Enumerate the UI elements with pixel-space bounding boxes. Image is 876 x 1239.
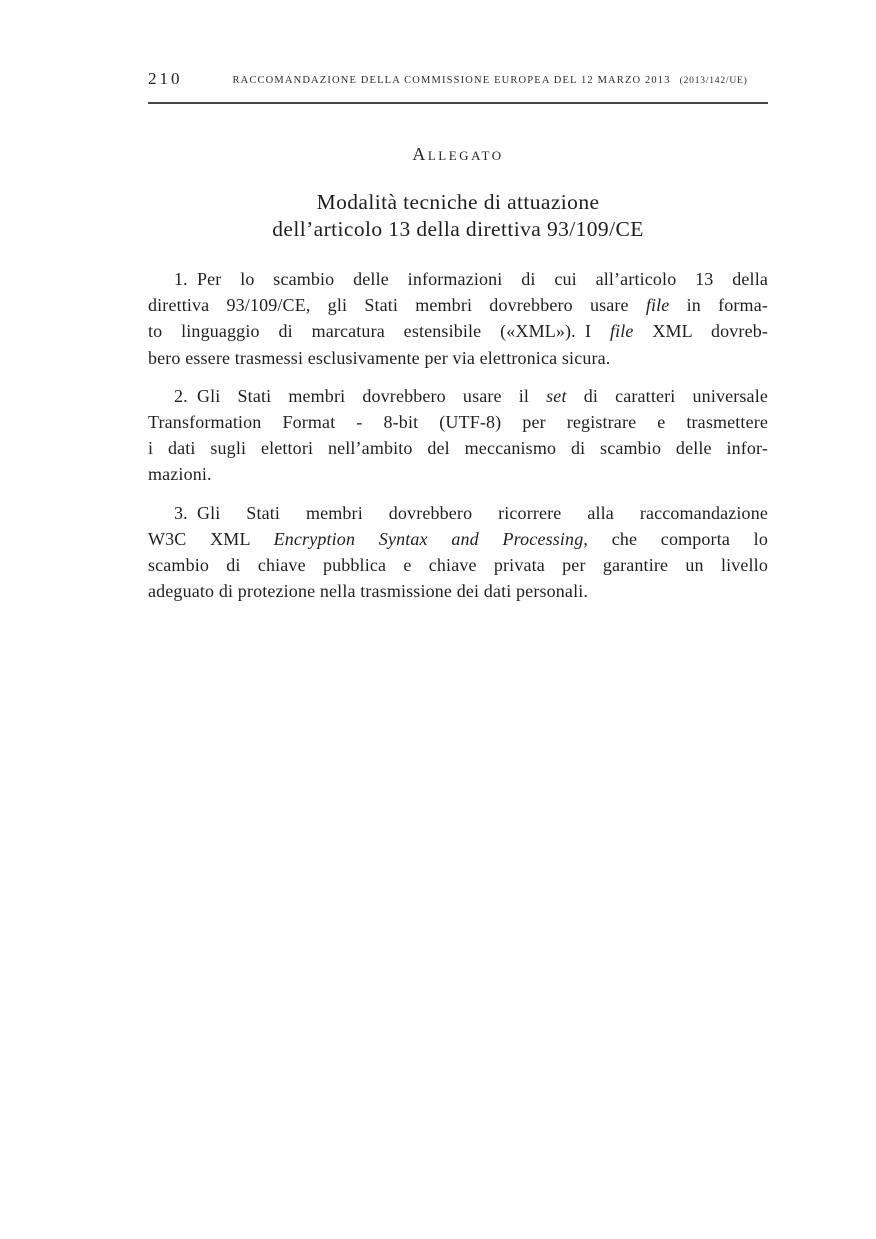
text-segment: 3. Gli Stati membri dovrebbero ricorrere alla raccomandazione — [174, 502, 768, 523]
running-header — [212, 75, 768, 86]
text-segment: mazioni. — [148, 464, 212, 485]
text-line — [148, 266, 768, 292]
text-segment: to linguaggio di marcatura estensibile («XML»). I — [148, 321, 610, 342]
italic-text-segment: file — [609, 321, 634, 342]
italic-text-segment: file — [645, 295, 670, 316]
text-line — [148, 435, 768, 461]
text-line — [148, 345, 768, 371]
paragraph — [148, 383, 768, 488]
annex-label: Allegato — [412, 144, 504, 164]
text-segment: 1. Per lo scambio delle informazioni di cui all’articolo 13 della — [174, 269, 768, 289]
text-segment: scambio di chiave pubblica e chiave privata per garantire un livello — [148, 555, 768, 576]
text-line — [148, 578, 768, 604]
italic-text-segment: set — [546, 385, 567, 406]
running-reference: (2013/142/UE) — [679, 76, 748, 86]
text-segment: Transformation Format - 8-bit (UTF-8) per registrare e trasmettere — [148, 412, 768, 433]
body-paragraphs — [148, 266, 768, 616]
title-line-2: dell’articolo 13 della direttiva 93/109/CE — [272, 217, 644, 241]
text-line — [148, 383, 768, 409]
text-line — [148, 292, 768, 318]
italic-text-segment: Encryption Syntax and Processing — [273, 528, 584, 549]
text-line — [148, 526, 768, 552]
text-segment: direttiva 93/109/CE, gli Stati membri dovrebbero usare — [148, 295, 646, 316]
text-segment: bero essere trasmessi esclusivamente per via elettronica sicura. — [148, 347, 611, 368]
text-segment: , che comporta lo — [583, 528, 768, 549]
text-segment: 2. Gli Stati membri dovrebbero usare il — [174, 385, 547, 406]
text-segment: in forma- — [669, 295, 768, 316]
document-title — [148, 189, 768, 243]
page-header — [148, 69, 768, 91]
text-line — [148, 409, 768, 435]
text-line — [148, 318, 768, 344]
header-rule — [148, 102, 768, 104]
paragraph — [148, 266, 768, 371]
text-segment: XML dovreb- — [633, 321, 769, 342]
running-title: RACCOMANDAZIONE DELLA COMMISSIONE EUROPEA DEL 12 MARZO 2013 — [232, 75, 671, 86]
text-line — [148, 461, 768, 487]
text-segment: di caratteri universale — [566, 385, 768, 406]
title-line-1: Modalità tecniche di attuazione — [316, 190, 600, 214]
text-line — [148, 552, 768, 578]
paragraph — [148, 500, 768, 605]
text-segment: W3C XML — [148, 528, 274, 549]
text-segment: adeguato di protezione nella trasmissione dei dati personali. — [148, 581, 589, 602]
text-line — [148, 500, 768, 526]
page-number: 210 — [148, 69, 183, 88]
text-segment: i dati sugli elettori nell’ambito del meccanismo di scambio delle infor- — [148, 438, 768, 459]
